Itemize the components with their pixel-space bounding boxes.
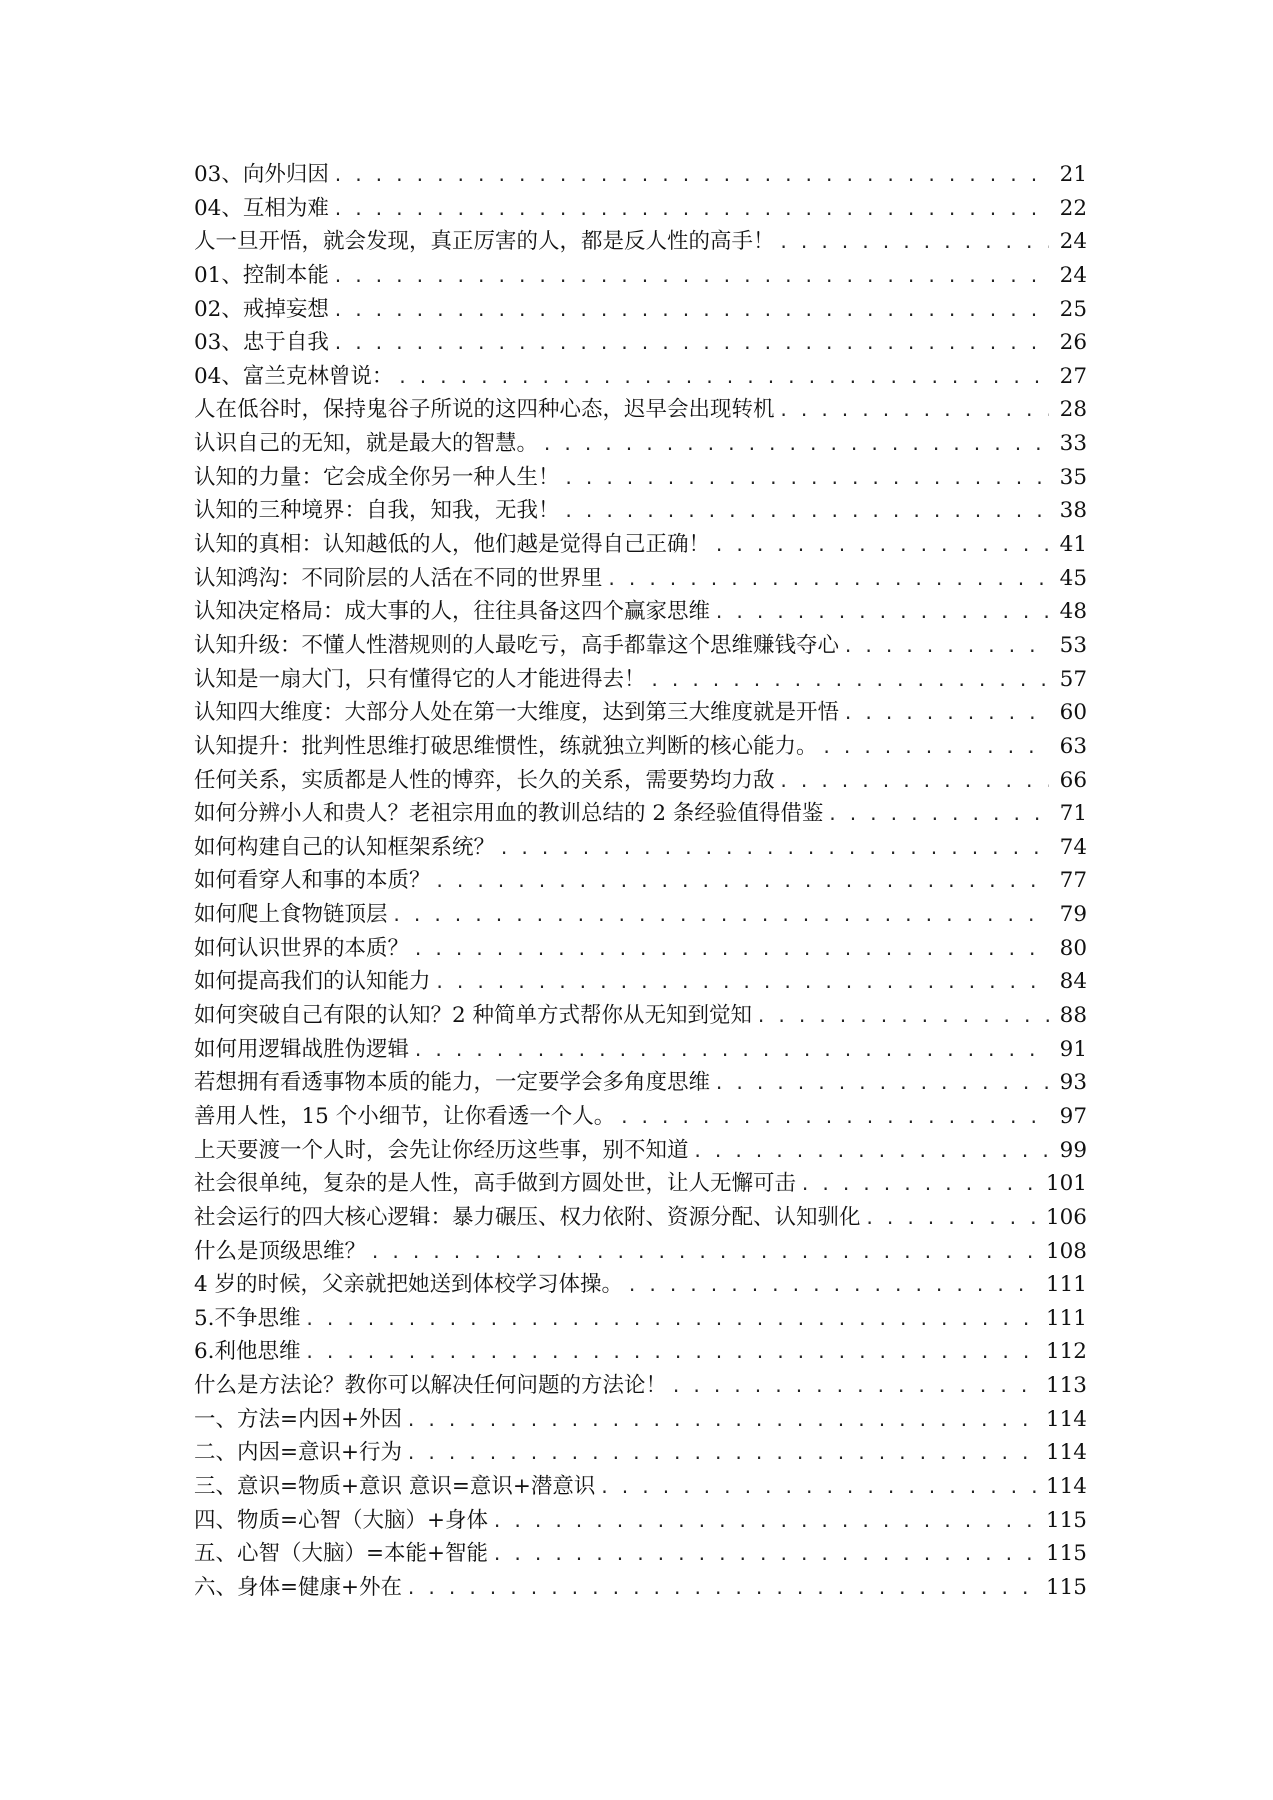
toc-entry[interactable] (194, 696, 1087, 730)
toc-entry-title: 认知是一扇大门，只有懂得它的人才能进得去！ (194, 666, 646, 692)
toc-entry-title: 6.利他思维 (194, 1339, 301, 1365)
toc-entry-page-number: 91 (1059, 1036, 1087, 1062)
toc-entry[interactable] (194, 932, 1087, 966)
toc-entry-title: 若想拥有看透事物本质的能力，一定要学会多角度思维 (194, 1070, 711, 1096)
toc-entry-page-number: 115 (1045, 1507, 1087, 1533)
toc-entry[interactable] (194, 225, 1087, 259)
toc-entry[interactable] (194, 831, 1087, 865)
toc-entry-page-number: 114 (1045, 1440, 1087, 1466)
toc-dot-leader (542, 429, 1049, 463)
toc-entry[interactable] (194, 1100, 1087, 1134)
toc-entry-page-number: 24 (1059, 229, 1087, 255)
toc-dot-leader (305, 1337, 1038, 1371)
toc-entry[interactable] (194, 494, 1087, 528)
toc-entry-page-number: 99 (1059, 1137, 1087, 1163)
toc-dot-leader (392, 900, 1049, 934)
toc-entry-page-number: 25 (1059, 296, 1087, 322)
toc-entry-title: 认识自己的无知，就是最大的智慧。 (194, 431, 539, 457)
toc-entry-title: 如何看穿人和事的本质？ (194, 868, 431, 894)
toc-entry-page-number: 35 (1059, 464, 1087, 490)
toc-entry[interactable] (194, 595, 1087, 629)
toc-dot-leader (333, 194, 1049, 228)
toc-dot-leader (333, 295, 1049, 329)
toc-entry-title: 四、物质=心智（大脑）+身体 (194, 1507, 489, 1533)
toc-dot-leader (822, 732, 1049, 766)
toc-entry-page-number: 112 (1045, 1339, 1087, 1365)
toc-entry-page-number: 80 (1059, 935, 1087, 961)
toc-dot-leader (564, 496, 1049, 530)
toc-entry-page-number: 114 (1045, 1406, 1087, 1432)
toc-entry[interactable] (194, 562, 1087, 596)
toc-entry[interactable] (194, 1033, 1087, 1067)
toc-entry[interactable] (194, 360, 1087, 394)
toc-entry-page-number: 60 (1059, 700, 1087, 726)
toc-entry-page-number: 63 (1059, 733, 1087, 759)
toc-entry[interactable] (194, 730, 1087, 764)
toc-entry-page-number: 115 (1045, 1541, 1087, 1567)
toc-entry-title: 4 岁的时候，父亲就把她送到体校学习体操。 (194, 1272, 624, 1298)
toc-entry[interactable] (194, 1436, 1087, 1470)
toc-entry-title: 如何提高我们的认知能力 (194, 969, 431, 995)
toc-entry[interactable] (194, 1201, 1087, 1235)
toc-entry-page-number: 111 (1045, 1305, 1087, 1331)
toc-dot-leader (599, 1472, 1038, 1506)
toc-entry[interactable] (194, 864, 1087, 898)
toc-dot-leader (333, 261, 1049, 295)
toc-dot-leader (619, 1102, 1049, 1136)
toc-entry-title: 如何用逻辑战胜伪逻辑 (194, 1036, 410, 1062)
toc-entry[interactable] (194, 1235, 1087, 1269)
toc-entry[interactable] (194, 1268, 1087, 1302)
toc-dot-leader (499, 833, 1049, 867)
toc-dot-leader (714, 1068, 1049, 1102)
toc-entry-page-number: 88 (1059, 1003, 1087, 1029)
toc-entry-page-number: 24 (1059, 262, 1087, 288)
toc-entry-page-number: 84 (1059, 969, 1087, 995)
toc-dot-leader (714, 597, 1049, 631)
toc-entry-page-number: 79 (1059, 902, 1087, 928)
toc-entry[interactable] (194, 528, 1087, 562)
toc-dot-leader (406, 1405, 1038, 1439)
toc-dot-leader (650, 665, 1049, 699)
toc-dot-leader (843, 631, 1049, 665)
toc-entry-title: 认知提升：批判性思维打破思维惯性，练就独立判断的核心能力。 (194, 733, 818, 759)
toc-entry[interactable] (194, 1066, 1087, 1100)
toc-entry[interactable] (194, 427, 1087, 461)
toc-entry-page-number: 115 (1045, 1574, 1087, 1600)
toc-entry-page-number: 45 (1059, 565, 1087, 591)
toc-dot-leader (714, 530, 1049, 564)
toc-entry[interactable] (194, 158, 1087, 192)
toc-entry[interactable] (194, 326, 1087, 360)
toc-entry-title: 二、内因=意识+行为 (194, 1440, 403, 1466)
toc-entry-page-number: 114 (1045, 1473, 1087, 1499)
toc-entry-page-number: 111 (1045, 1272, 1087, 1298)
toc-entry-page-number: 108 (1045, 1238, 1087, 1264)
toc-entry[interactable] (194, 393, 1087, 427)
toc-entry[interactable] (194, 293, 1087, 327)
toc-entry-title: 一、方法=内因+外因 (194, 1406, 403, 1432)
toc-entry-title: 03、向外归因 (194, 162, 329, 187)
toc-entry-title: 认知决定格局：成大事的人，往往具备这四个赢家思维 (194, 599, 711, 625)
toc-dot-leader (435, 967, 1049, 1001)
toc-dot-leader (406, 1573, 1038, 1607)
toc-entry-title: 人一旦开悟，就会发现，真正厉害的人，都是反人性的高手！ (194, 229, 775, 255)
toc-entry[interactable] (194, 898, 1087, 932)
toc-entry[interactable] (194, 1571, 1087, 1605)
toc-entry-title: 认知的力量：它会成全你另一种人生！ (194, 464, 560, 490)
toc-entry-title: 04、互相为难 (194, 195, 329, 221)
toc-entry-title: 六、身体=健康+外在 (194, 1574, 403, 1600)
toc-entry[interactable] (194, 629, 1087, 663)
toc-dot-leader (413, 934, 1049, 968)
toc-entry-title: 五、心智（大脑）=本能+智能 (194, 1541, 489, 1567)
toc-entry-title: 02、戒掉妄想 (194, 296, 329, 322)
toc-dot-leader (492, 1539, 1038, 1573)
toc-dot-leader (827, 799, 1049, 833)
toc-entry-title: 认知的三种境界：自我，知我，无我！ (194, 498, 560, 524)
toc-entry-title: 如何突破自己有限的认知？2 种简单方式帮你从无知到觉知 (194, 1003, 753, 1029)
toc-entry[interactable] (194, 999, 1087, 1033)
toc-entry-title: 认知的真相：认知越低的人，他们越是觉得自己正确！ (194, 532, 711, 558)
toc-entry-title: 认知升级：不懂人性潜规则的人最吃亏，高手都靠这个思维赚钱夺心 (194, 632, 840, 658)
toc-dot-leader (492, 1506, 1038, 1540)
toc-entry-page-number: 38 (1059, 498, 1087, 524)
toc-entry-page-number: 113 (1045, 1373, 1087, 1399)
toc-entry-title: 善用人性，15 个小细节，让你看透一个人。 (194, 1103, 616, 1129)
toc-dot-leader (333, 328, 1049, 362)
toc-dot-leader (779, 395, 1049, 429)
toc-entry[interactable] (194, 764, 1087, 798)
toc-entry-title: 如何分辨小人和贵人？老祖宗用血的教训总结的 2 条经验值得借鉴 (194, 801, 824, 827)
toc-entry-page-number: 53 (1059, 632, 1087, 658)
toc-entry-page-number: 97 (1059, 1103, 1087, 1129)
toc-entry-page-number: 93 (1059, 1070, 1087, 1096)
toc-entry-title: 认知四大维度：大部分人处在第一大维度，达到第三大维度就是开悟 (194, 700, 840, 726)
toc-entry[interactable] (194, 1369, 1087, 1403)
toc-entry-page-number: 21 (1059, 162, 1087, 187)
toc-dot-leader (843, 698, 1049, 732)
toc-entry-title: 社会运行的四大核心逻辑：暴力碾压、权力依附、资源分配、认知驯化 (194, 1204, 861, 1230)
toc-entry[interactable] (194, 663, 1087, 697)
table-of-contents (194, 158, 1087, 1605)
toc-entry[interactable] (194, 192, 1087, 226)
toc-dot-leader (671, 1371, 1038, 1405)
toc-entry-page-number: 74 (1059, 834, 1087, 860)
toc-entry-page-number: 26 (1059, 330, 1087, 356)
toc-entry-title: 04、富兰克林曾说： (194, 363, 394, 389)
toc-entry-page-number: 66 (1059, 767, 1087, 793)
toc-dot-leader (800, 1169, 1038, 1203)
toc-entry-title: 如何爬上食物链顶层 (194, 902, 388, 928)
toc-entry-page-number: 27 (1059, 363, 1087, 389)
toc-entry-title: 5.不争思维 (194, 1305, 301, 1331)
toc-entry[interactable] (194, 1504, 1087, 1538)
toc-entry[interactable] (194, 797, 1087, 831)
toc-entry-page-number: 106 (1045, 1204, 1087, 1230)
toc-dot-leader (413, 1035, 1049, 1069)
toc-entry[interactable] (194, 965, 1087, 999)
toc-entry[interactable] (194, 461, 1087, 495)
toc-entry[interactable] (194, 1134, 1087, 1168)
toc-entry-title: 01、控制本能 (194, 262, 329, 288)
toc-dot-leader (607, 564, 1049, 598)
toc-entry-title: 03、忠于自我 (194, 330, 329, 356)
toc-dot-leader (406, 1438, 1038, 1472)
toc-entry-page-number: 22 (1059, 195, 1087, 221)
toc-entry-title: 任何关系，实质都是人性的博弈，长久的关系，需要势均力敌 (194, 767, 775, 793)
toc-dot-leader (779, 227, 1049, 261)
toc-dot-leader (756, 1001, 1049, 1035)
toc-dot-leader (627, 1270, 1038, 1304)
toc-entry-page-number: 101 (1045, 1171, 1087, 1197)
toc-dot-leader (370, 1237, 1038, 1271)
toc-entry[interactable] (194, 259, 1087, 293)
toc-entry-page-number: 77 (1059, 868, 1087, 894)
toc-entry-title: 认知鸿沟：不同阶层的人活在不同的世界里 (194, 565, 603, 591)
toc-dot-leader (333, 160, 1049, 194)
toc-entry[interactable] (194, 1335, 1087, 1369)
toc-entry-title: 上天要渡一个人时，会先让你经历这些事，别不知道 (194, 1137, 689, 1163)
toc-entry[interactable] (194, 1470, 1087, 1504)
toc-entry-title: 如何认识世界的本质？ (194, 935, 410, 961)
toc-entry-title: 如何构建自己的认知框架系统？ (194, 834, 496, 860)
toc-entry-page-number: 41 (1059, 532, 1087, 558)
toc-entry-title: 人在低谷时，保持鬼谷子所说的这四种心态，迟早会出现转机 (194, 397, 775, 423)
toc-entry[interactable] (194, 1302, 1087, 1336)
toc-entry-title: 社会很单纯，复杂的是人性，高手做到方圆处世，让人无懈可击 (194, 1171, 797, 1197)
toc-entry-page-number: 57 (1059, 666, 1087, 692)
toc-entry-page-number: 33 (1059, 431, 1087, 457)
toc-dot-leader (305, 1304, 1038, 1338)
toc-dot-leader (397, 362, 1049, 396)
toc-entry-page-number: 28 (1059, 397, 1087, 423)
toc-entry[interactable] (194, 1167, 1087, 1201)
toc-entry-title: 什么是顶级思维？ (194, 1238, 367, 1264)
toc-dot-leader (779, 766, 1049, 800)
toc-entry[interactable] (194, 1403, 1087, 1437)
toc-entry-page-number: 48 (1059, 599, 1087, 625)
toc-dot-leader (435, 866, 1049, 900)
toc-dot-leader (693, 1136, 1049, 1170)
toc-entry-page-number: 71 (1059, 801, 1087, 827)
toc-entry-title: 什么是方法论？教你可以解决任何问题的方法论！ (194, 1373, 668, 1399)
toc-dot-leader (865, 1203, 1038, 1237)
toc-dot-leader (564, 463, 1049, 497)
toc-entry-title: 三、意识=物质+意识 意识=意识+潜意识 (194, 1473, 596, 1499)
toc-entry[interactable] (194, 1537, 1087, 1571)
